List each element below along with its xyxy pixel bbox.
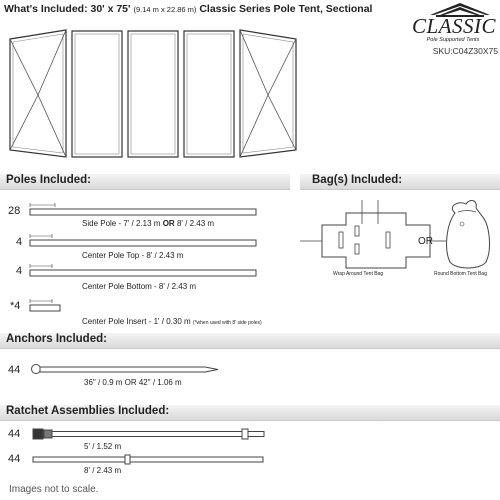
ratchet-8ft-label: 8' / 2.43 m — [84, 466, 122, 475]
center-pole-insert-label-text: Center Pole Insert - 1' / 0.30 m — [82, 317, 191, 326]
wrap-around-bag-icon — [322, 213, 430, 268]
center-pole-top-label: Center Pole Top - 8' / 2.43 m — [82, 251, 184, 260]
center-pole-insert-qty: *4 — [10, 300, 21, 312]
poles-section-title: Poles Included: — [6, 174, 91, 186]
title-main: What's Included: 30' x 75' — [4, 3, 131, 15]
ratchet-strap-8ft-icon — [33, 457, 263, 462]
side-pole-label-a: Side Pole - 7' / 2.13 m — [82, 219, 161, 228]
title-metric: (9.14 m x 22.86 m) — [133, 5, 197, 14]
ratchet-5ft-label: 5' / 1.52 m — [84, 442, 122, 451]
center-pole-insert-note: (*when used with 8' side poles) — [192, 320, 262, 326]
ratchets-section-title: Ratchet Assemblies Included: — [6, 405, 170, 417]
ratchet-handle-icon — [33, 429, 43, 439]
scale-disclaimer: Images not to scale. — [9, 484, 99, 495]
round-bottom-bag-caption: Round Bottom Tent Bag — [434, 271, 487, 277]
ratchet-strap-5ft-icon — [52, 432, 242, 437]
ratchet-5ft-qty: 44 — [8, 428, 21, 440]
center-pole-top-qty: 4 — [16, 236, 23, 248]
side-pole-qty: 28 — [8, 205, 21, 217]
anchor-qty: 44 — [8, 364, 21, 376]
logo-name: CLASSIC — [412, 14, 497, 38]
bags-section-title: Bag(s) Included: — [312, 174, 403, 186]
bags-or: OR — [418, 236, 433, 247]
wrap-around-bag-caption: Wrap Around Tent Bag — [333, 271, 384, 277]
side-pole-label-b: 8' / 2.43 m — [176, 219, 215, 228]
ratchet-8ft-qty: 44 — [8, 453, 21, 465]
anchors-section-title: Anchors Included: — [6, 333, 107, 345]
side-pole-or: OR — [162, 219, 175, 228]
center-pole-bottom-qty: 4 — [16, 265, 23, 277]
anchor-label: 36" / 0.9 m OR 42" / 1.06 m — [84, 378, 182, 387]
title-rest: Classic Series Pole Tent, Sectional — [199, 3, 373, 15]
logo-subtitle: Pole Supported Tents — [426, 37, 480, 43]
sku-label: SKU:C04Z30X75 — [432, 46, 498, 56]
center-pole-bottom-label: Center Pole Bottom - 8' / 2.43 m — [82, 282, 197, 291]
